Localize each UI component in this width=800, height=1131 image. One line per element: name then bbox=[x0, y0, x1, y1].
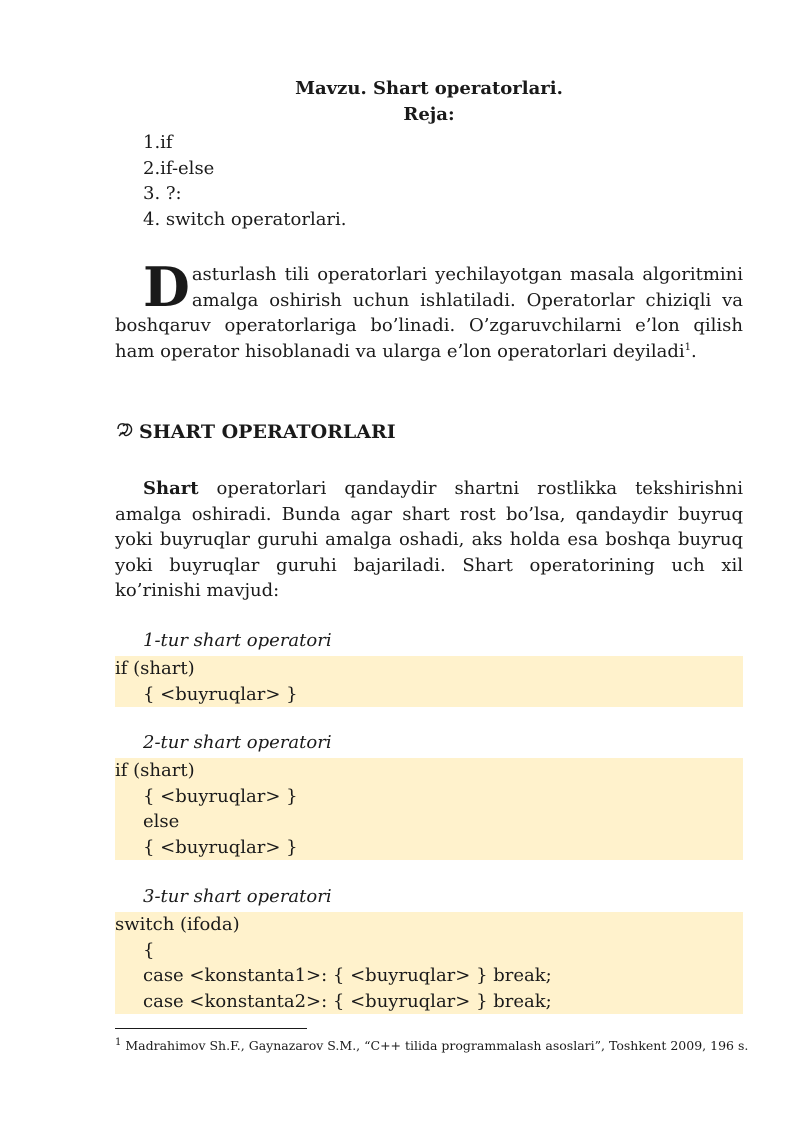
code-line: case <konstanta2>: { <buyruqlar> } break; bbox=[143, 990, 552, 1012]
shart-paragraph bbox=[115, 476, 743, 604]
plan-list bbox=[143, 130, 347, 232]
intro-paragraph bbox=[115, 255, 743, 364]
code-line: { bbox=[143, 939, 155, 961]
code-line: else bbox=[143, 811, 180, 833]
type2-label: 2-tur shart operatori bbox=[143, 732, 332, 753]
drop-cap: D bbox=[143, 255, 190, 319]
shart-bold-word: Shart bbox=[143, 478, 199, 499]
type2-code-block bbox=[115, 758, 743, 860]
type1-code-block bbox=[115, 656, 743, 707]
plan-item: 2.if-else bbox=[143, 157, 215, 179]
type3-code-block bbox=[115, 912, 743, 1014]
code-line: switch (ifoda) bbox=[115, 914, 240, 935]
code-line: if (shart) bbox=[115, 658, 195, 679]
intro-end: . bbox=[691, 340, 697, 362]
code-line: { <buyruqlar> } bbox=[143, 683, 298, 705]
decorative-knot-icon bbox=[115, 420, 139, 445]
plan-item: 4. switch operatorlari. bbox=[143, 208, 347, 230]
code-line: case <konstanta1>: { <buyruqlar> } break; bbox=[143, 965, 552, 987]
code-line: if (shart) bbox=[115, 760, 195, 781]
footnote bbox=[115, 1038, 748, 1053]
page-title: Mavzu. Shart operatorlari. bbox=[295, 78, 563, 99]
footnote-text: Madrahimov Sh.F., Gaynazarov S.M., “C++ tilida programmalash asoslari”, Toshkent 2009, 196 s. bbox=[121, 1038, 749, 1053]
code-line: { <buyruqlar> } bbox=[143, 785, 298, 807]
intro-text: asturlash tili operatorlari yechilayotgan masala algoritmini amalga oshirish uchun ishlatiladi. Operatorlar chiziqli va boshqaruv operatorlariga bo’linadi. O’zgaruvchilarni e’lon qilish ham operator hisoblanadi va ularga e’lon operatorlari deyiladi bbox=[115, 264, 743, 362]
footnote-divider bbox=[115, 1028, 307, 1029]
footnote-number: 1 bbox=[115, 1036, 122, 1048]
type1-label: 1-tur shart operatori bbox=[143, 630, 332, 651]
section-heading bbox=[115, 420, 396, 445]
shart-text: operatorlari qandaydir shartni rostlikka tekshirishni amalga oshiradi. Bunda agar shart rost bo’lsa, qandaydir buyruq yoki buyruqlar guruhi amalga oshadi, aks holda esa boshqa buyruq yoki buyruqlar guruhi bajariladi. Shart operatorining uch xil ko’rinishi mavjud: bbox=[115, 478, 743, 602]
type3-label: 3-tur shart operatori bbox=[143, 886, 332, 907]
footnote-reference[interactable]: 1 bbox=[684, 341, 692, 353]
plan-title: Reja: bbox=[403, 104, 455, 125]
plan-item: 1.if bbox=[143, 132, 173, 153]
code-line: { <buyruqlar> } bbox=[143, 836, 298, 858]
section-heading-text: SHART OPERATORLARI bbox=[139, 421, 396, 443]
plan-item: 3. ?: bbox=[143, 183, 182, 205]
